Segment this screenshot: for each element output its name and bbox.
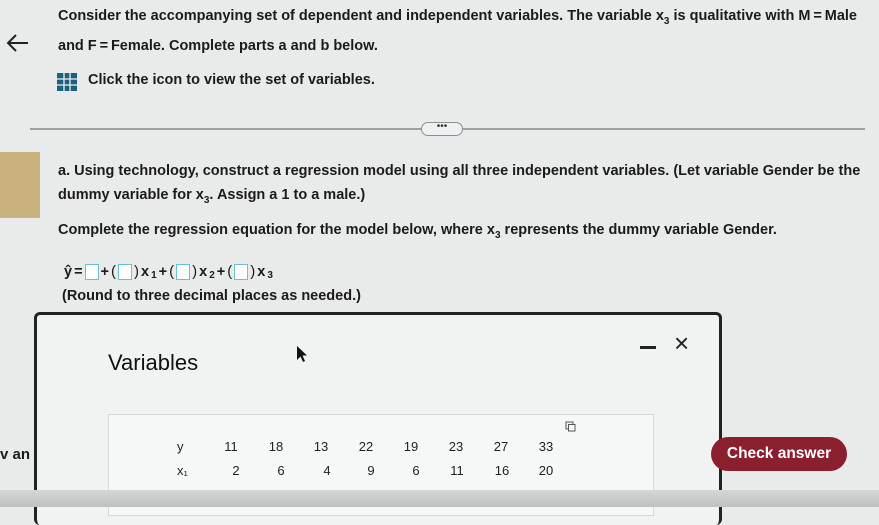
table-icon[interactable] <box>56 72 78 92</box>
row-label-y: y <box>177 439 184 454</box>
regression-equation: ŷ = + ( ) x 1 + ( ) x 2 + ( ) x 3 <box>64 263 273 281</box>
minimize-button[interactable] <box>640 346 656 349</box>
table-cell: 22 <box>358 439 374 454</box>
partial-background-text: v an <box>0 446 31 463</box>
question-line-1: Consider the accompanying set of dependent and independent variables. The variable $x_3$ is qualitative with M = Male <box>58 8 857 27</box>
table-cell: 13 <box>313 439 329 454</box>
table-cell: 20 <box>538 463 554 478</box>
table-cell: 6 <box>277 463 285 478</box>
intercept-input[interactable] <box>85 264 99 280</box>
x3-coefficient-input[interactable] <box>234 264 248 280</box>
table-cell: 11 <box>450 463 464 478</box>
copy-icon[interactable] <box>565 421 576 432</box>
click-icon-instruction: Click the icon to view the set of variables. <box>88 72 375 88</box>
table-cell: 11 <box>224 439 238 454</box>
part-a-instructions: a. Using technology, construct a regression model using all three independent variables. (Let variable Gender be the dummy variable for $x_3$. Assign a 1 to a male.) <box>58 163 861 206</box>
close-icon[interactable]: × <box>674 328 690 358</box>
bottom-edge <box>0 490 879 507</box>
x1-coefficient-input[interactable] <box>118 264 132 280</box>
dialog-title: Variables <box>108 350 199 375</box>
table-cell: 18 <box>268 439 284 454</box>
table-cell: 6 <box>412 463 420 478</box>
table-cell: 23 <box>448 439 464 454</box>
back-arrow-icon[interactable] <box>4 32 30 54</box>
row-label-x1: x₁ <box>177 463 188 478</box>
question-line-2: and F = Female. Complete parts a and b below. <box>58 38 378 54</box>
table-cell: 2 <box>232 463 240 478</box>
table-cell: 4 <box>323 463 331 478</box>
table-cell: 9 <box>367 463 375 478</box>
table-cell: 16 <box>494 463 510 478</box>
table-cell: 33 <box>538 439 554 454</box>
equation-instructions: Complete the regression equation for the model below, where $x_3$ represents the dummy variable Gender. <box>58 222 777 241</box>
mouse-cursor-icon <box>296 345 308 363</box>
check-answer-button[interactable]: Check answer <box>711 437 847 471</box>
left-side-tab <box>0 152 40 218</box>
yhat-symbol: ŷ <box>64 263 73 280</box>
rounding-note: (Round to three decimal places as needed.) <box>62 288 361 304</box>
table-cell: 19 <box>403 439 419 454</box>
expand-more-button[interactable]: ••• <box>421 122 463 136</box>
table-cell: 27 <box>493 439 509 454</box>
x2-coefficient-input[interactable] <box>176 264 190 280</box>
